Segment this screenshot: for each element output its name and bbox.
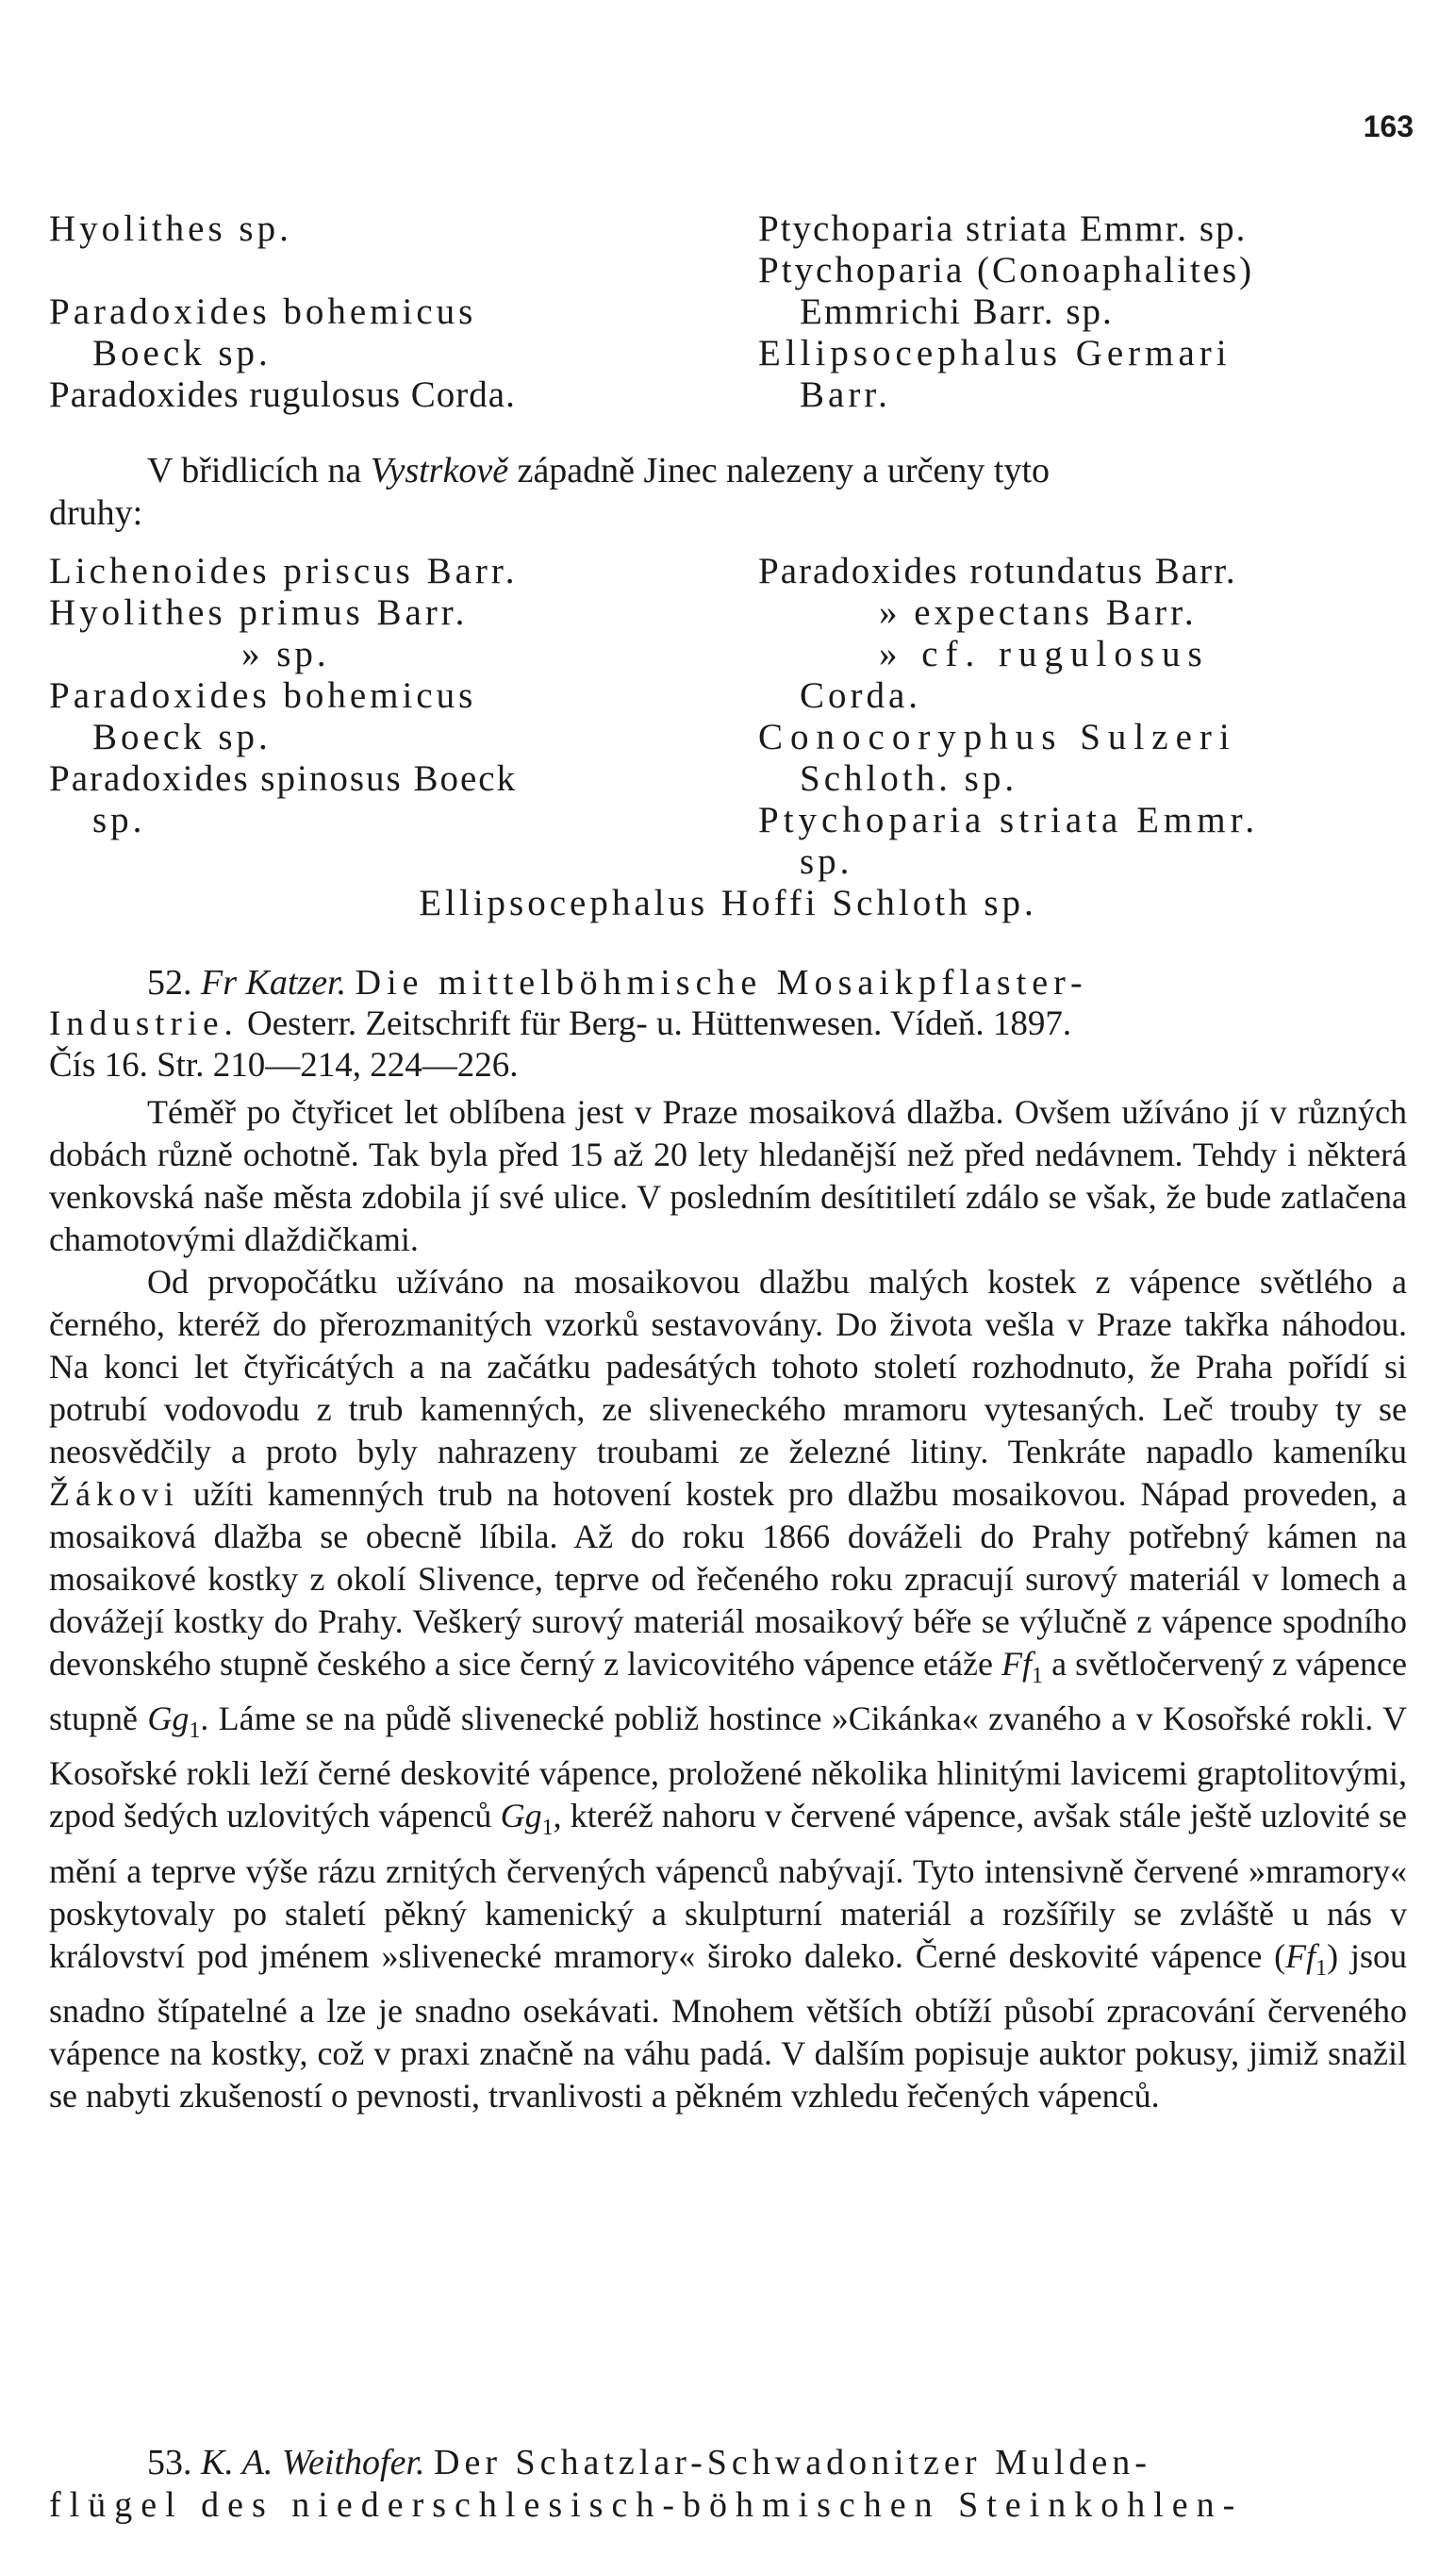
abstract-body bbox=[49, 1091, 1407, 2117]
reference-52-title: 52. Fr Katzer. Die mittelböhmische Mosaikpflaster- bbox=[147, 963, 1088, 1003]
reference-52-source: Industrie. Oesterr. Zeitschrift für Berg- u. Hüttenwesen. Vídeň. 1897. bbox=[49, 1004, 1072, 1043]
list-item: Paradoxides bohemicus bbox=[49, 675, 477, 716]
list-item bbox=[49, 250, 728, 291]
list-item: Paradoxides rotundatus Barr. bbox=[758, 551, 1237, 591]
list-item: Ptychoparia striata Emmr. sp. bbox=[758, 208, 1248, 249]
intro-sentence: V břidlicích na Vystrkově západně Jinec nalezeny a určeny tyto bbox=[147, 451, 1051, 490]
list-item: Ptychoparia striata Emmr. bbox=[758, 800, 1260, 840]
list-item: Boeck sp. bbox=[92, 717, 272, 757]
list-item: Schloth. sp. bbox=[800, 758, 1018, 799]
species-list-2-right bbox=[758, 551, 1414, 883]
list-item: Paradoxides bohemicus bbox=[49, 291, 477, 332]
list-item: Ptychoparia (Conoaphalites) bbox=[758, 250, 1255, 290]
list-item: Lichenoides priscus Barr. bbox=[49, 551, 519, 591]
list-item: Conocoryphus Sulzeri bbox=[758, 717, 1237, 757]
list-item: Paradoxides spinosus Boeck bbox=[49, 758, 518, 799]
list-item: Ellipsocephalus Germari bbox=[758, 333, 1232, 373]
paragraph: Od prvopočátku užíváno na mosaikovou dlažbu malých kostek z vápence světlého a černého, kteréž do přerozmanitých vzorků sestavovány. Do života vešla v Praze takřka náhodou. Na konci let čtyřicátých a na začátku padesátých tohoto století rozhodnuto, že Praha pořídí si potrubí vodovodu z trub kamenných, ze sliveneckého mramoru vytesaných. Leč trouby ty se neosvědčily a proto byly nahrazeny troubami ze železné litiny. Tenkráte napadlo kameníku Žákovi užíti kamenných trub na hotovení kostek pro dlažbu mosaikovou. Nápad proveden, a mosaiková dlažba se obecně líbila. Až do roku 1866 dováželi do Prahy potřebný kámen na mosaikové kostky z okolí Slivence, teprve od řečeného roku zpracují surový materiál v lomech a dovážejí kostky do Prahy. Veškerý surový materiál mosaikový béře se výlučně z vápence spodního devonského stupně českého a sice černý z lavicovitého vápence etáže $Ff_1$ a světločervený z vápence stupně $Gg_1$. Láme se na půdě slivenecké pobliž hostince »Cikánka« zvaného a v Kosořské rokli. V Kosořské rokli leží černé deskovité vápence, proložené několika hlinitými lavicemi graptolitovými, zpod šedých uzlovitých vápenců $Gg_1$, kteréž nahoru v červené vápence, avšak stále ještě uzlovité se mění a teprve výše rázu zrnitých červených vápenců nabývají. Tyto intensivně červené »mramory« poskytovaly po staletí pěkný kamenický a skulpturní materiál a rozšířily se zvláště u nás v království pod jménem »slivenecké mramory« široko daleko. Černé deskovité vápence $(Ff_1)$ jsou snadno štípatelné a lze je snadno osekávati. Mnohem větších obtíží působí zpracování červeného vápence na kostky, což v praxi značně na váhu padá. V dalším popisuje auktor pokusy, jimiž snažil se nabyti zkušeností o pevnosti, trvanlivosti a pěkném vzhledu řečených vápenců. bbox=[49, 1263, 1408, 2115]
reference-53-title: 53. K. A. Weithofer. Der Schatzlar-Schwadonitzer Mulden- bbox=[147, 2443, 1151, 2482]
paragraph: Téměř po čtyřicet let oblíbena jest v Praze mosaiková dlažba. Ovšem užíváno jí v různých dobách různě ochotně. Tak byla před 15 až 20 lety hledanější než před nedávnem. Tehdy i některá venkovská naše města zdobila jí své ulice. V posledním desítitiletí zdálo se však, že bude zatlačena chamotovými dlaždičkami. bbox=[49, 1093, 1407, 1258]
species-centered: Ellipsocephalus Hoffi Schloth sp. bbox=[419, 883, 1037, 923]
list-item: Barr. bbox=[800, 374, 891, 415]
species-list-1-right bbox=[758, 208, 1414, 416]
list-item: Hyolithes primus Barr. bbox=[49, 592, 469, 633]
list-item: Boeck sp. bbox=[92, 333, 272, 373]
list-item: Hyolithes sp. bbox=[49, 208, 292, 249]
place-name: Vystrkově bbox=[370, 451, 509, 490]
list-item: Corda. bbox=[800, 675, 922, 716]
list-item: Paradoxides rugulosus Corda. bbox=[49, 374, 516, 415]
list-item: Emmrichi Barr. sp. bbox=[800, 291, 1114, 332]
species-list-1-left bbox=[49, 208, 728, 416]
reference-52-issue: Čís 16. Str. 210—214, 224—226. bbox=[49, 1046, 519, 1085]
list-item: » sp. bbox=[241, 634, 330, 674]
list-item: sp. bbox=[92, 800, 146, 840]
list-item: » cf. rugulosus bbox=[879, 634, 1210, 674]
reference-53-title-cont: flügel des niederschlesisch-böhmischen Steinkohlen- bbox=[49, 2485, 1244, 2525]
intro-sentence-cont: druhy: bbox=[49, 493, 143, 533]
species-list-2-left bbox=[49, 551, 728, 841]
list-item: » expectans Barr. bbox=[879, 592, 1198, 633]
page-number: 163 bbox=[1363, 109, 1414, 143]
list-item: sp. bbox=[800, 841, 853, 882]
author-name: Fr Katzer. bbox=[201, 963, 347, 1003]
author-name: K. A. Weithofer. bbox=[201, 2443, 425, 2482]
